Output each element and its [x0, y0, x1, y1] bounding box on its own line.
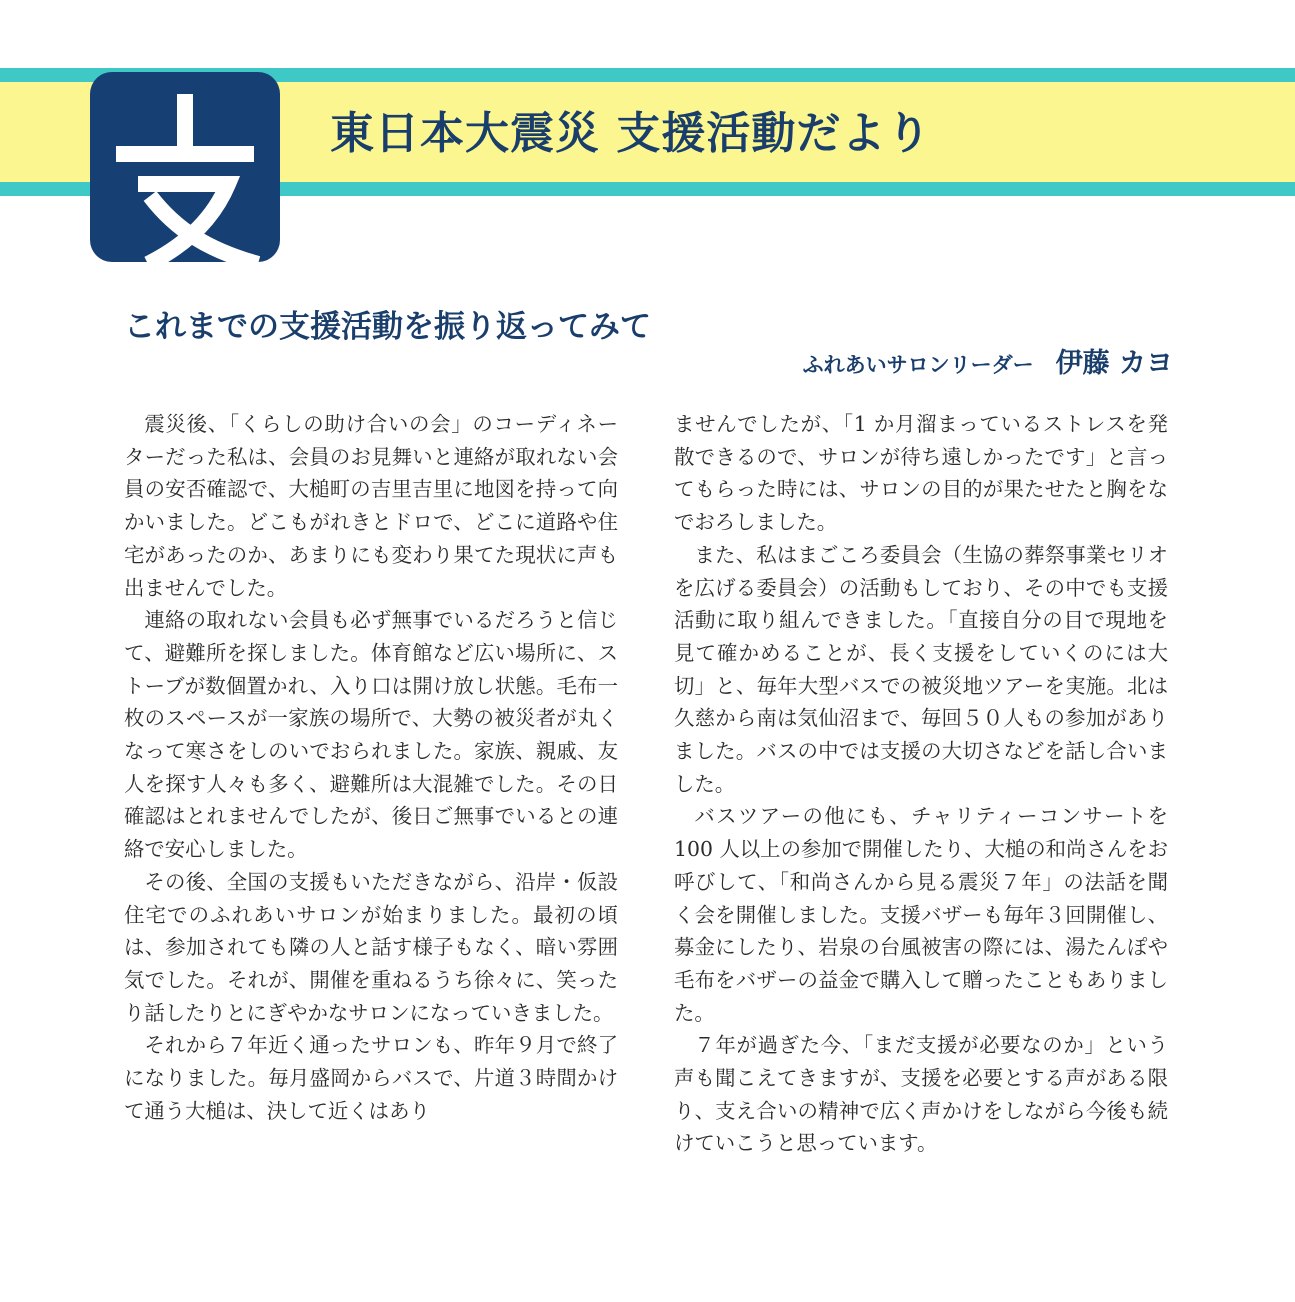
paragraph-continued: ませんでしたが、「1 か月溜まっているストレスを発散できるので、サロンが待ち遠しかったです」と言ってもらった時には、サロンの目的が果たせたと胸をなでおろしました。 — [674, 412, 1168, 535]
logo-glyph-drawing — [90, 72, 280, 262]
paragraph: ７年が過ぎた今、「まだ支援が必要なのか」という声も聞こえてきますが、支援を必要とする声がある限り、支え合いの精神で広く声かけをしながら今後も続けていこうと思っています。 — [674, 1033, 1168, 1156]
byline — [803, 344, 1173, 384]
paragraph: それから７年近く通ったサロンも、昨年９月で終了になりました。毎月盛岡からバスで、片道３時間かけて通う大槌は、決して近くはあり — [124, 1033, 618, 1123]
article-column-right — [674, 408, 1168, 1160]
article-title: これまでの支援活動を振り返ってみて — [124, 309, 651, 345]
logo-support-icon — [90, 72, 280, 262]
paragraph: 震災後、「くらしの助け合いの会」のコーディネーターだった私は、会員のお見舞いと連絡が取れない会員の安否確認で、大槌町の吉里吉里に地図を持って向かいました。どこもがれきとドロで、どこに道路や住宅があったのか、あまりにも変わり果てた現状に声も出ませんでした。 — [124, 412, 618, 600]
author-name: 伊藤 カヨ — [1055, 348, 1173, 379]
author-role: ふれあいサロンリーダー — [802, 353, 1034, 377]
article-column-left — [124, 408, 618, 1127]
banner-title: 東日本大震災 支援活動だより — [330, 108, 932, 159]
paragraph: 連絡の取れない会員も必ず無事でいるだろうと信じて、避難所を探しました。体育館など広い場所に、ストーブが数個置かれ、入り口は開け放し状態。毛布一枚のスペースが一家族の場所で、大勢の被災者が丸くなって寒さをしのいでおられました。家族、親戚、友人を探す人々も多く、避難所は大混雑でした。その日確認はとれませんでしたが、後日ご無事でいるとの連絡で安心しました。 — [124, 608, 618, 862]
paragraph: また、私はまごころ委員会（生協の葬祭事業セリオを広げる委員会）の活動もしており、その中でも支援活動に取り組んできました。「直接自分の目で現地を見て確かめることが、長く支援をしていくのには大切」と、毎年大型バスでの被災地ツアーを実施。北は久慈から南は気仙沼まで、毎回５０人もの参加がありました。バスの中では支援の大切さなどを話し合いました。 — [674, 542, 1168, 796]
paragraph: バスツアーの他にも、チャリティーコンサートを 100 人以上の参加で開催したり、大槌の和尚さんをお呼びして、「和尚さんから見る震災７年」の法話を聞く会を開催しました。支援バザーも毎年３回開催し、募金にしたり、岩泉の台風被害の際には、湯たんぽや毛布をバザーの益金で購入して贈ったこともありました。 — [674, 804, 1168, 1025]
paragraph: その後、全国の支援もいただきながら、沿岸・仮設住宅でのふれあいサロンが始まりました。最初の頃は、参加されても隣の人と話す様子もなく、暗い雰囲気でした。それが、開催を重ねるうち徐々に、笑ったり話したりとにぎやかなサロンになっていきました。 — [124, 869, 618, 1025]
